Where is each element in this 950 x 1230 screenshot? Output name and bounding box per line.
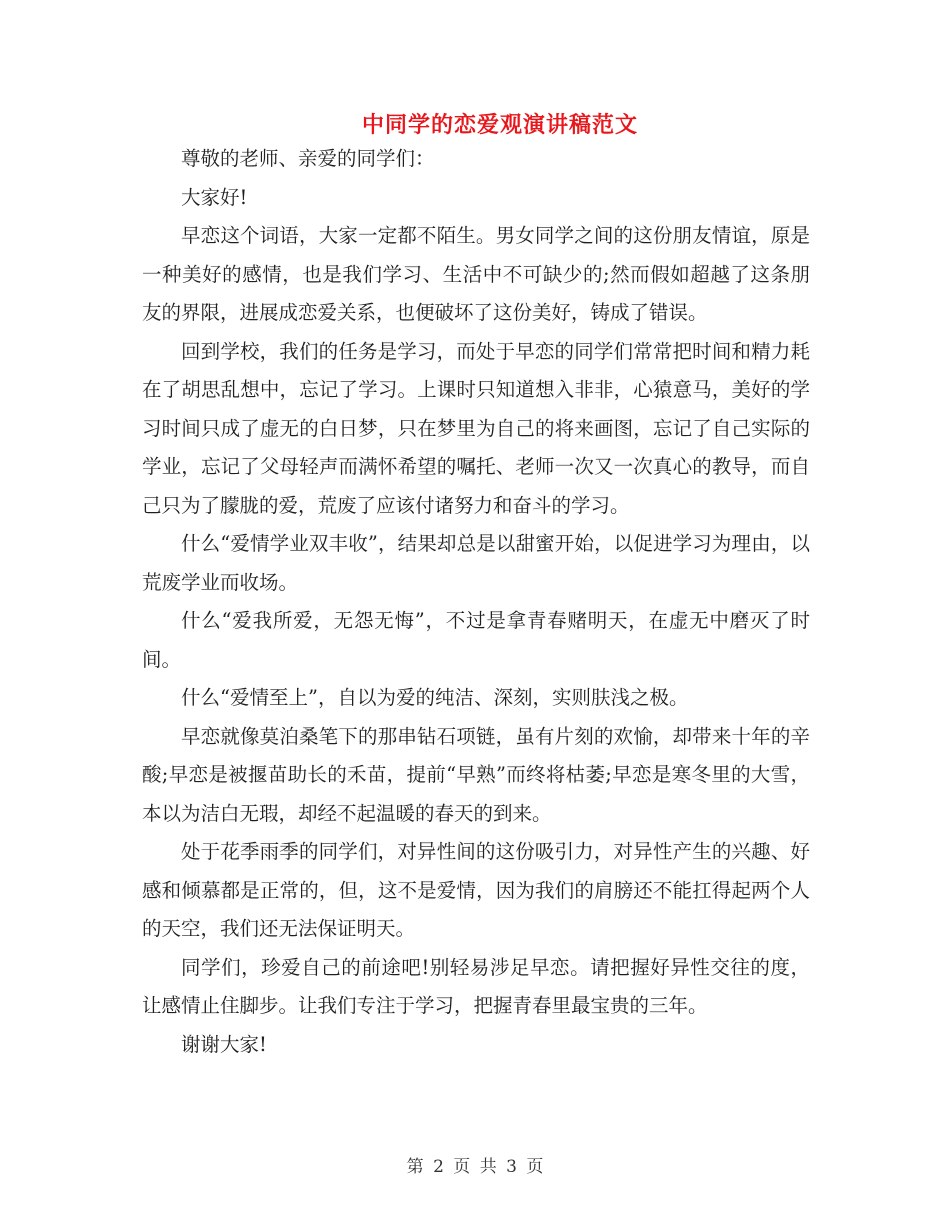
paragraph: 回到学校，我们的任务是学习，而处于早恋的同学们常常把时间和精力耗在了胡思乱想中，忘记了学习。上课时只知道想入非非，心猿意马，美好的学习时间只成了虚无的白日梦，只在梦里为自己的将来画图，忘记了自己实际的学业，忘记了父母轻声而满怀希望的嘱托、老师一次又一次真心的教导，而自己只为了朦胧的爱，荒废了应该付诸努力和奋斗的学习。 bbox=[142, 339, 810, 517]
paragraph: 同学们，珍爱自己的前途吧!别轻易涉足早恋。请把握好异性交往的度，让感情止住脚步。让我们专注于学习，把握青春里最宝贵的三年。 bbox=[142, 955, 810, 1017]
paragraph-salutation: 尊敬的老师、亲爱的同学们： bbox=[181, 147, 435, 170]
paragraph: 什么“爱情学业双丰收”，结果却总是以甜蜜开始，以促进学习为理由，以荒废学业而收场。 bbox=[142, 532, 810, 594]
paragraph: 早恋就像莫泊桑笔下的那串钻石项链，虽有片刻的欢愉，却带来十年的辛酸;早恋是被揠苗助长的禾苗，提前“早熟”而终将枯萎;早恋是寒冬里的大雪，本以为洁白无瑕，却经不起温暖的春天的到来。 bbox=[142, 724, 810, 825]
paragraph-greeting: 大家好! bbox=[181, 185, 248, 209]
paragraph: 什么“爱情至上”，自以为爱的纯洁、深刻，实则肤浅之极。 bbox=[181, 686, 689, 709]
paragraph: 什么“爱我所爱，无怨无悔”，不过是拿青春赌明天，在虚无中磨灭了时间。 bbox=[142, 609, 810, 671]
paragraph: 早恋这个词语，大家一定都不陌生。男女同学之间的这份朋友情谊，原是一种美好的感情，也是我们学习、生活中不可缺少的;然而假如超越了这条朋友的界限，进展成恋爱关系，也便破坏了这份美好，铸成了错误。 bbox=[142, 224, 810, 324]
document-body bbox=[142, 140, 810, 1064]
paragraph: 处于花季雨季的同学们，对异性间的这份吸引力，对异性产生的兴趣、好感和倾慕都是正常的，但，这不是爱情，因为我们的肩膀还不能扛得起两个人的天空，我们还无法保证明天。 bbox=[142, 840, 810, 940]
paragraph-closing: 谢谢大家! bbox=[181, 1032, 267, 1056]
document-title: 中同学的恋爱观演讲稿范文 bbox=[361, 112, 638, 138]
page-number-footer: 第 2 页 共 3 页 bbox=[406, 1157, 544, 1177]
